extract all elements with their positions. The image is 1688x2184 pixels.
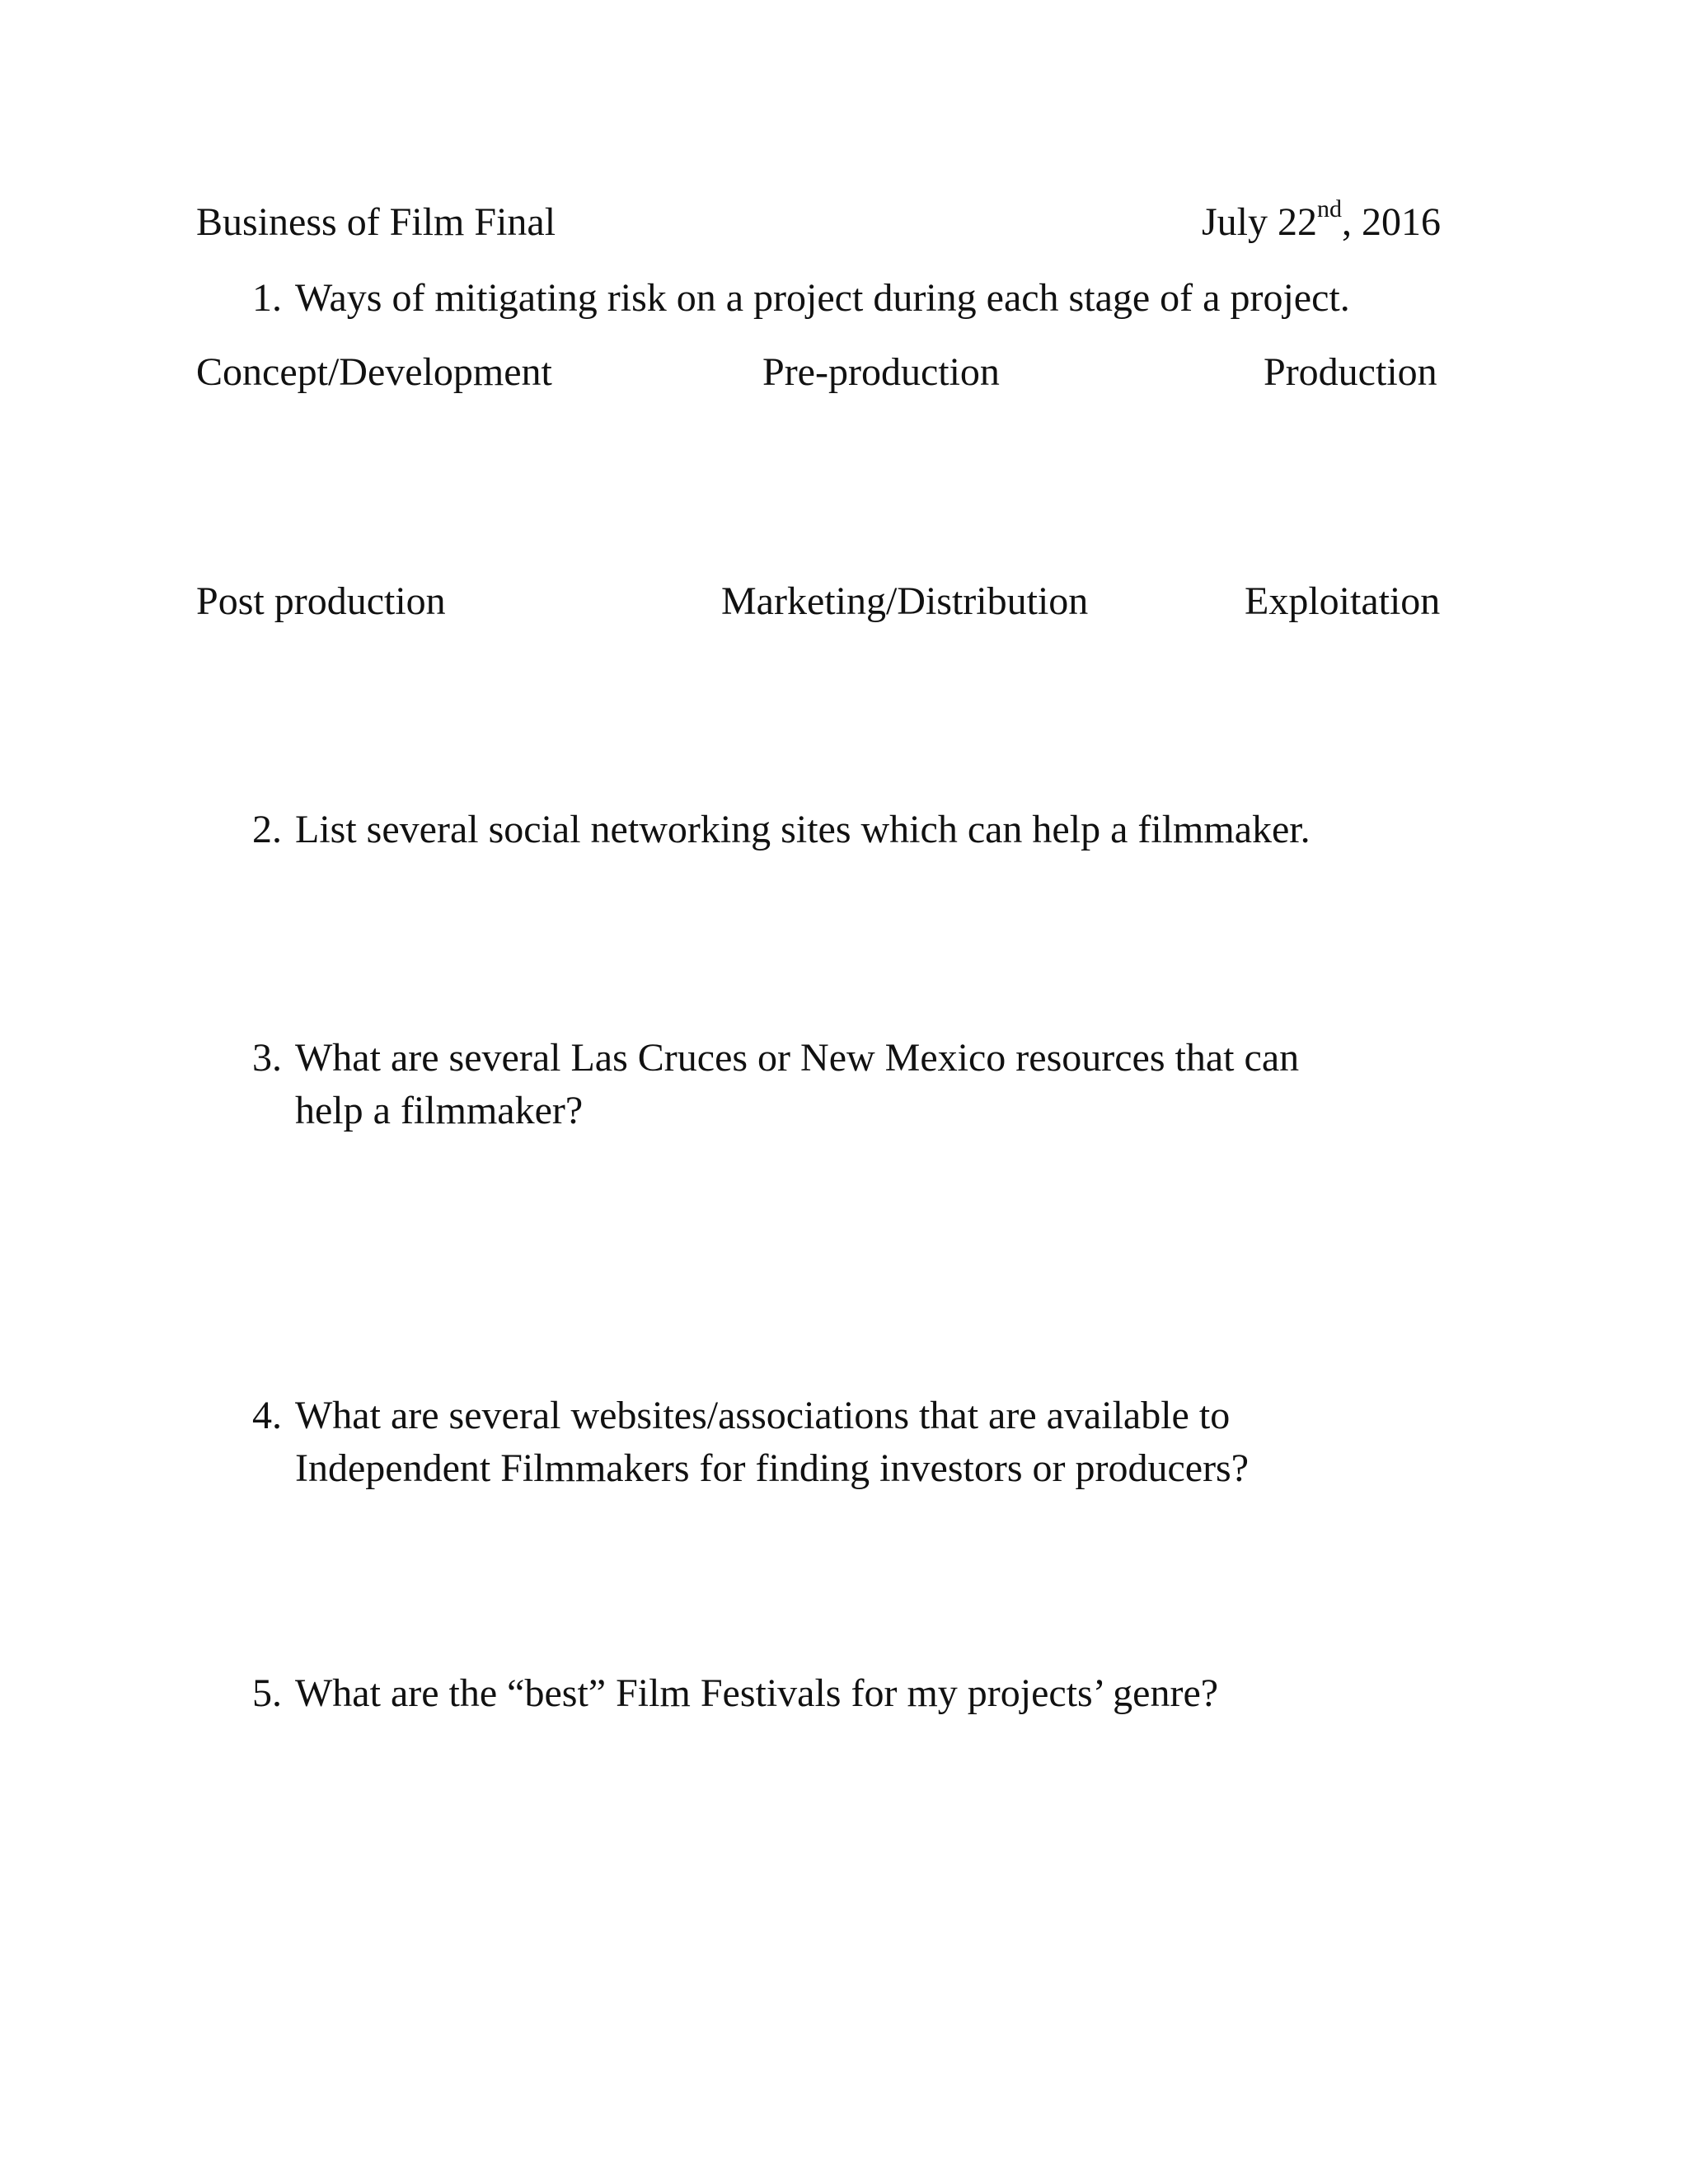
- question-5-number: 5.: [252, 1671, 282, 1715]
- question-5-text: What are the “best” Film Festivals for my projects’ genre?: [295, 1671, 1219, 1715]
- stage-post-production: Post production: [196, 579, 446, 623]
- question-3-line-1: What are several Las Cruces or New Mexico resources that can: [295, 1036, 1300, 1080]
- date-year: , 2016: [1342, 200, 1442, 244]
- stage-exploitation: Exploitation: [1245, 579, 1441, 623]
- stage-production: Production: [1264, 350, 1437, 394]
- question-4-number: 4.: [252, 1394, 282, 1437]
- exam-date: [1202, 196, 1441, 249]
- question-1-text: Ways of mitigating risk on a project during each stage of a project.: [295, 276, 1350, 320]
- date-ordinal-suffix: nd: [1317, 195, 1343, 223]
- question-4-line-1: What are several websites/associations that are available to: [295, 1394, 1231, 1437]
- question-2-text: List several social networking sites which can help a filmmaker.: [295, 808, 1311, 851]
- date-month-day: July 22: [1202, 200, 1318, 244]
- stage-pre-production: Pre-production: [762, 350, 1000, 394]
- question-2-number: 2.: [252, 808, 282, 851]
- stage-concept-development: Concept/Development: [196, 350, 552, 394]
- course-title: Business of Film Final: [196, 200, 556, 244]
- question-3-line-2: help a filmmaker?: [295, 1089, 584, 1132]
- question-4-line-2: Independent Filmmakers for finding investors or producers?: [295, 1446, 1250, 1490]
- question-1-number: 1.: [252, 276, 282, 320]
- stage-marketing-distribution: Marketing/Distribution: [721, 579, 1089, 623]
- question-3-number: 3.: [252, 1036, 282, 1080]
